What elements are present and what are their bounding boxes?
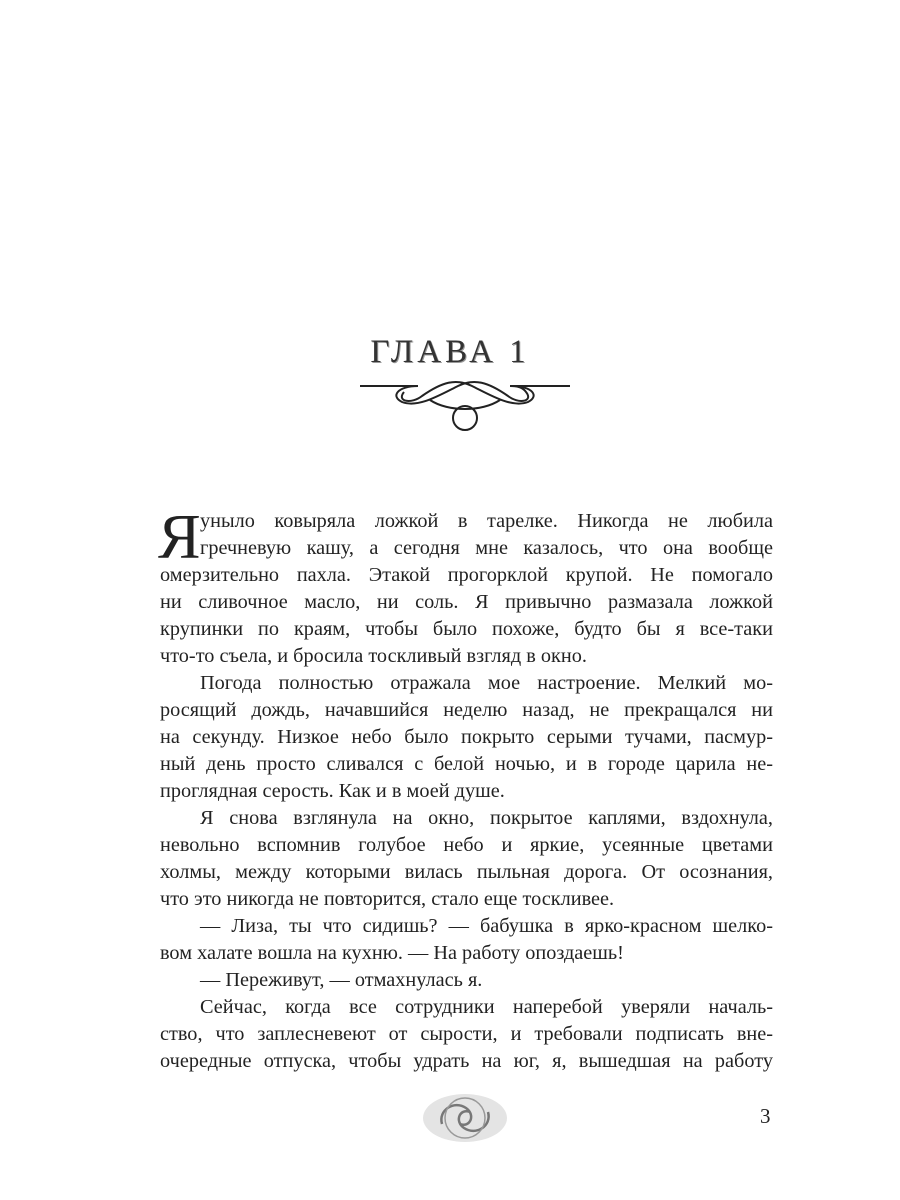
- text-line: — Переживут, — отмахнулась я.: [200, 969, 483, 991]
- text-line: омерзительно пахла. Этакой прогорклой крупой. Не помогало: [160, 564, 773, 586]
- text-line: проглядная серость. Как и в моей душе.: [160, 780, 505, 802]
- text-line: крупинки по краям, чтобы было похоже, будто бы я все-таки: [160, 618, 773, 640]
- text-line: невольно вспомнив голубое небо и яркие, усеянные цветами: [160, 834, 773, 856]
- text-line: росящий дождь, начавшийся неделю назад, не прекращался ни: [160, 699, 773, 721]
- text-line: ни сливочное масло, ни соль. Я привычно размазала ложкой: [160, 591, 773, 613]
- body-text: [158, 501, 773, 1075]
- chapter-title: ГЛАВА 1: [370, 334, 530, 370]
- text-line: очередные отпуска, чтобы удрать на юг, я, вышедшая на работу: [160, 1050, 773, 1072]
- text-line: холмы, между которыми вилась пыльная дорога. От осознания,: [160, 861, 773, 883]
- ornament-divider-icon: [358, 372, 572, 436]
- text-line: — Лиза, ты что сидишь? — бабушка в ярко-красном шелко-: [200, 915, 773, 937]
- text-line: ство, что заплесневеют от сырости, и требовали подписать вне-: [160, 1023, 773, 1045]
- text-line: вом халате вошла на кухню. — На работу опоздаешь!: [160, 942, 624, 964]
- text-line: что-то съела, и бросила тоскливый взгляд в окно.: [160, 645, 587, 667]
- page-number: 3: [760, 1104, 771, 1128]
- text-line: гречневую кашу, а сегодня мне казалось, что она вообще: [200, 537, 773, 559]
- emblem-icon: [420, 1088, 510, 1148]
- text-line: на секунду. Низкое небо было покрыто серыми тучами, пасмур-: [160, 726, 773, 748]
- text-line: Погода полностью отражала мое настроение. Мелкий мо-: [200, 672, 773, 694]
- text-line: Я снова взглянула на окно, покрытое каплями, вздохнула,: [200, 807, 773, 829]
- text-line: уныло ковыряла ложкой в тарелке. Никогда не любила: [200, 510, 773, 532]
- text-line: что это никогда не повторится, стало еще тоскливее.: [160, 888, 615, 910]
- drop-cap: Я: [158, 501, 201, 572]
- text-line: Сейчас, когда все сотрудники наперебой уверяли началь-: [200, 996, 773, 1018]
- text-line: ный день просто сливался с белой ночью, и в городе царила не-: [160, 753, 773, 775]
